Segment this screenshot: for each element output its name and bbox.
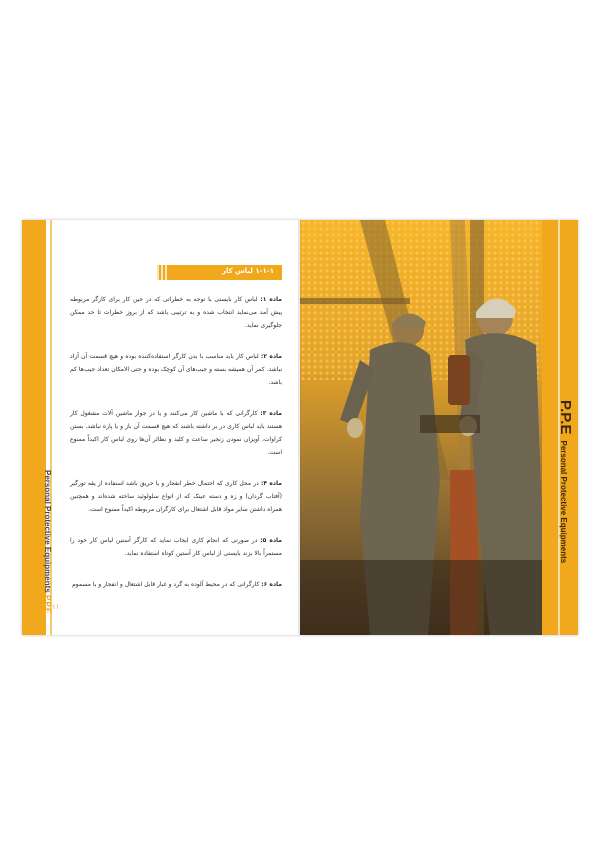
article-6	[70, 578, 282, 591]
side-label-accent: P.P.E	[43, 594, 52, 614]
articles-list	[70, 293, 282, 609]
article-label: ماده ۶:	[261, 581, 282, 588]
page-number: ۱۱	[52, 603, 60, 611]
article-text: در صورتی که انجام کاری ایجاب نماید که کارگر آستین لباس کار خود را مستمراً بالا بزند بایستی از لباس کار آستین کوتاه استفاده نماید.	[70, 537, 282, 557]
article-text: کارگرانی که با ماشین کار می‌کنند و یا در جوار ماشین آلات مشغول کار هستند باید لباس کاری در بر داشته باشند که هیچ قسمت آن باز و یا پاره نباشد. بستن کراوات، آویزان نمودن زنجیر ساعت و کلید و نظائر آن‌ها روی لباس کار اکیداً ممنوع است.	[70, 410, 282, 456]
article-label: ماده ۵:	[260, 537, 282, 544]
section-heading: ۱-۱-۱ لباس کار	[221, 267, 274, 275]
article-4	[70, 477, 282, 516]
ppe-side-title	[556, 400, 574, 563]
heading-dot-pattern	[157, 265, 169, 280]
article-text: در محل کاری که احتمال خطر انفجار و یا حریق باشد استفاده از یقه تورگیر (آفتاب گردان) و زه و دسته عینک که از انواع سلولوئید ساخته شده‌اند و همچنین همراه داشتن سایر مواد قابل اشتعال برای کارگران مربوطه اکیداً ممنوع است.	[70, 480, 282, 513]
right-page	[300, 220, 578, 635]
article-label: ماده ۳:	[260, 410, 282, 417]
article-2	[70, 350, 282, 389]
article-label: ماده ۱:	[260, 296, 282, 303]
article-text: لباس کار بایستی با توجه به خطراتی که در حین کار برای کارگر مربوطه پیش آمد می‌نماید انتخاب شده و به ترتیبی باشد که از بروز خطرات تا حد ممکن جلوگیری نماید.	[70, 296, 282, 329]
article-text: کارگرانی که در محیط آلوده به گرد و غبار قابل اشتعال و انفجار و یا مسموم	[72, 581, 260, 588]
book-gutter	[298, 220, 302, 635]
article-label: ماده ۴:	[260, 480, 282, 487]
article-text: لباس کار باید مناسب با بدن کارگر استفاده‌کننده بوده و هیچ قسمت آن آزاد نباشد. کمر آن همیشه بسته و جیب‌های آن کوچک بوده و حتی الامکان تعداد جیب‌ها کم باشد.	[70, 353, 282, 386]
left-side-label	[43, 470, 52, 613]
left-page	[22, 220, 300, 635]
oil-rig-workers-photo	[300, 220, 542, 635]
photo-illustration	[300, 220, 542, 635]
side-label-main: Personal Protective Equipments	[43, 470, 52, 593]
article-1	[70, 293, 282, 332]
article-3	[70, 407, 282, 459]
book-spread	[22, 220, 578, 635]
article-label: ماده ۲:	[260, 353, 282, 360]
ppe-subtitle: Personal Protective Equipments	[559, 440, 568, 564]
section-heading-bar	[157, 265, 282, 280]
ppe-title: P.P.E	[557, 400, 574, 435]
article-5	[70, 534, 282, 560]
